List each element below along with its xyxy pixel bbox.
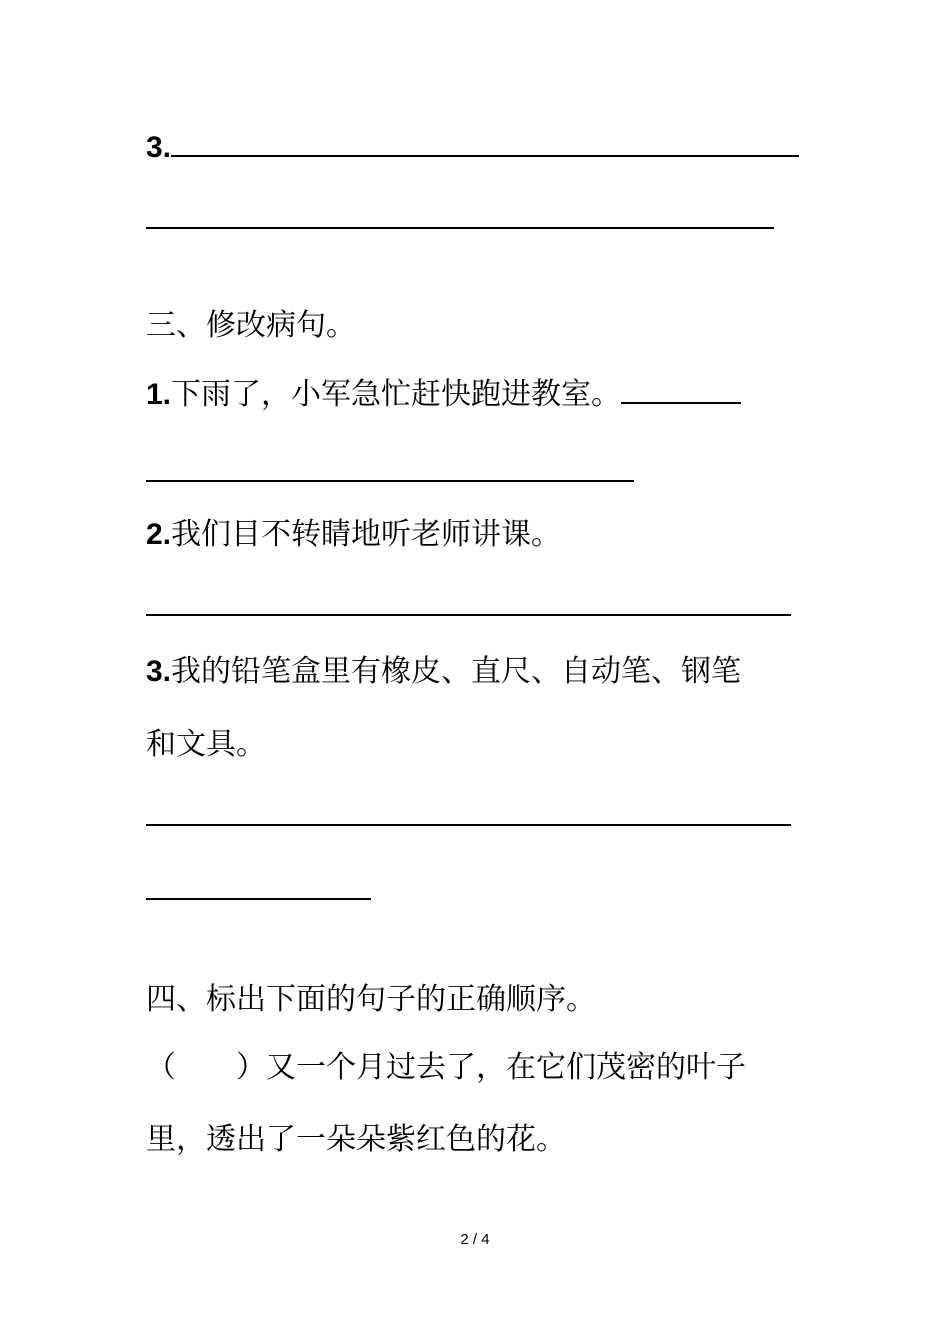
answer-blank[interactable] [621,376,741,404]
answer-line[interactable] [146,898,371,900]
section-3-question-3 [146,652,741,692]
item-text: 又一个月过去了，在它们茂密的叶子 [266,1050,746,1085]
answer-blank[interactable] [171,129,799,157]
section-4-item-1-continued: 里，透出了一朵朵紫红色的花。 [146,1122,566,1157]
question-number: 1. [146,378,172,411]
section-4-title: 四、标出下面的句子的正确顺序。 [146,982,596,1017]
order-bracket[interactable]: （ ） [146,1050,266,1085]
answer-line[interactable] [146,614,791,616]
question-number: 2. [146,518,172,551]
section-3-question-1 [146,375,741,415]
section-4-item-1 [146,1048,746,1088]
section-3-title: 三、修改病句。 [146,308,356,343]
question-text: 我们目不转睛地听老师讲课。 [171,517,562,552]
question-number: 3. [146,655,172,688]
answer-line[interactable] [146,227,774,229]
page-indicator: 2 / 4 [460,1231,490,1248]
question-text: 我的铅笔盒里有橡皮、直尺、自动笔、钢笔 [171,654,742,689]
answer-line[interactable] [146,824,791,826]
question-number: 3. [146,131,172,164]
question-2-3 [146,128,799,168]
answer-line[interactable] [146,480,634,482]
section-3-question-2 [146,515,561,555]
section-3-question-3-continued: 和文具。 [146,727,266,762]
question-text: 下雨了，小军急忙赶快跑进教室。 [171,377,622,412]
